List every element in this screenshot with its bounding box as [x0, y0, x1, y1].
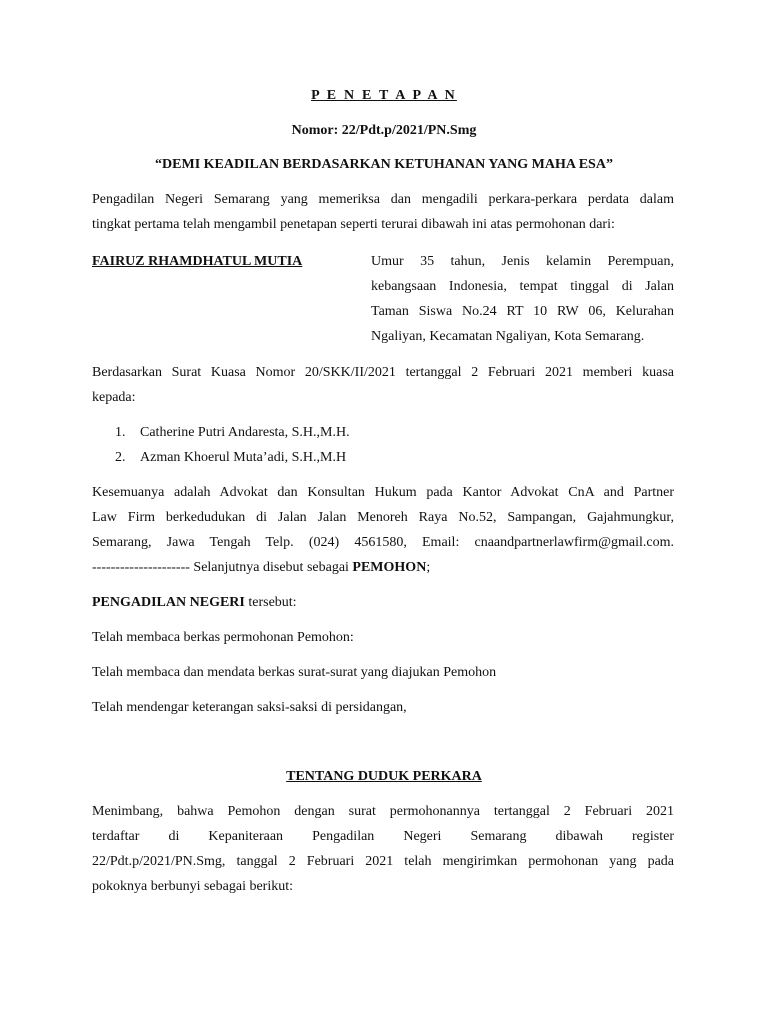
section-heading: TENTANG DUDUK PERKARA [286, 769, 482, 784]
advokat-line-4-suffix: ; [426, 560, 431, 575]
kuasa-line-1: Berdasarkan Surat Kuasa Nomor 20/SKK/II/2021 tertanggal 2 Februari 2021 memberi kuasa [92, 365, 674, 380]
advokat-line-4 [92, 560, 430, 576]
lawyer-name: Azman Khoerul Muta’adi, S.H.,M.H [140, 450, 347, 465]
court-item: Telah mendengar keterangan saksi-saksi di persidangan, [92, 700, 407, 715]
applicant-details-line-4: Ngaliyan, Kecamatan Ngaliyan, Kota Semarang. [371, 329, 645, 344]
list-item-number: 2. [115, 450, 126, 465]
court-heading-rest: tersebut: [244, 595, 297, 610]
document-title: P E N E T A P A N [311, 88, 457, 103]
intro-line-2: tingkat pertama telah mengambil penetapan seperti terurai dibawah ini atas permohonan dari: [92, 217, 615, 232]
applicant-name: FAIRUZ RHAMDHATUL MUTIA [92, 254, 303, 269]
applicant-details-line-3: Taman Siswa No.24 RT 10 RW 06, Kelurahan [371, 304, 674, 319]
court-item: Telah membaca dan mendata berkas surat-surat yang diajukan Pemohon [92, 665, 497, 680]
section-line-1: Menimbang, bahwa Pemohon dengan surat permohonannya tertanggal 2 Februari 2021 [92, 804, 674, 819]
intro-line-1: Pengadilan Negeri Semarang yang memeriksa dan mengadili perkara-perkara perdata dalam [92, 192, 674, 207]
lawyer-name: Catherine Putri Andaresta, S.H.,M.H. [140, 425, 350, 440]
advokat-line-1: Kesemuanya adalah Advokat dan Konsultan Hukum pada Kantor Advokat CnA and Partner [92, 485, 674, 500]
court-name: PENGADILAN NEGERI [92, 595, 245, 610]
kuasa-line-2: kepada: [92, 390, 136, 405]
advokat-line-3: Semarang, Jawa Tengah Telp. (024) 4561580, Email: cnaandpartnerlawfirm@gmail.com. [92, 535, 674, 550]
court-heading [92, 595, 297, 611]
applicant-details-line-1: Umur 35 tahun, Jenis kelamin Perempuan, [371, 254, 674, 269]
section-line-4: pokoknya berbunyi sebagai berikut: [92, 879, 294, 894]
pemohon-label: PEMOHON [352, 560, 427, 575]
document-number: Nomor: 22/Pdt.p/2021/PN.Smg [291, 123, 477, 138]
advokat-line-2: Law Firm berkedudukan di Jalan Jalan Menoreh Raya No.52, Sampangan, Gajahmungkur, [92, 510, 674, 525]
court-item: Telah membaca berkas permohonan Pemohon: [92, 630, 354, 645]
applicant-details-line-2: kebangsaan Indonesia, tempat tinggal di Jalan [371, 279, 674, 294]
section-line-3: 22/Pdt.p/2021/PN.Smg, tanggal 2 Februari 2021 telah mengirimkan permohonan yang pada [92, 854, 674, 869]
section-line-2: terdaftar di Kepaniteraan Pengadilan Negeri Semarang dibawah register [92, 829, 674, 844]
irah-irah: “DEMI KEADILAN BERDASARKAN KETUHANAN YANG MAHA ESA” [155, 157, 613, 172]
list-item-number: 1. [115, 425, 126, 440]
advokat-line-4-prefix: --------------------- Selanjutnya disebut sebagai [92, 560, 353, 575]
